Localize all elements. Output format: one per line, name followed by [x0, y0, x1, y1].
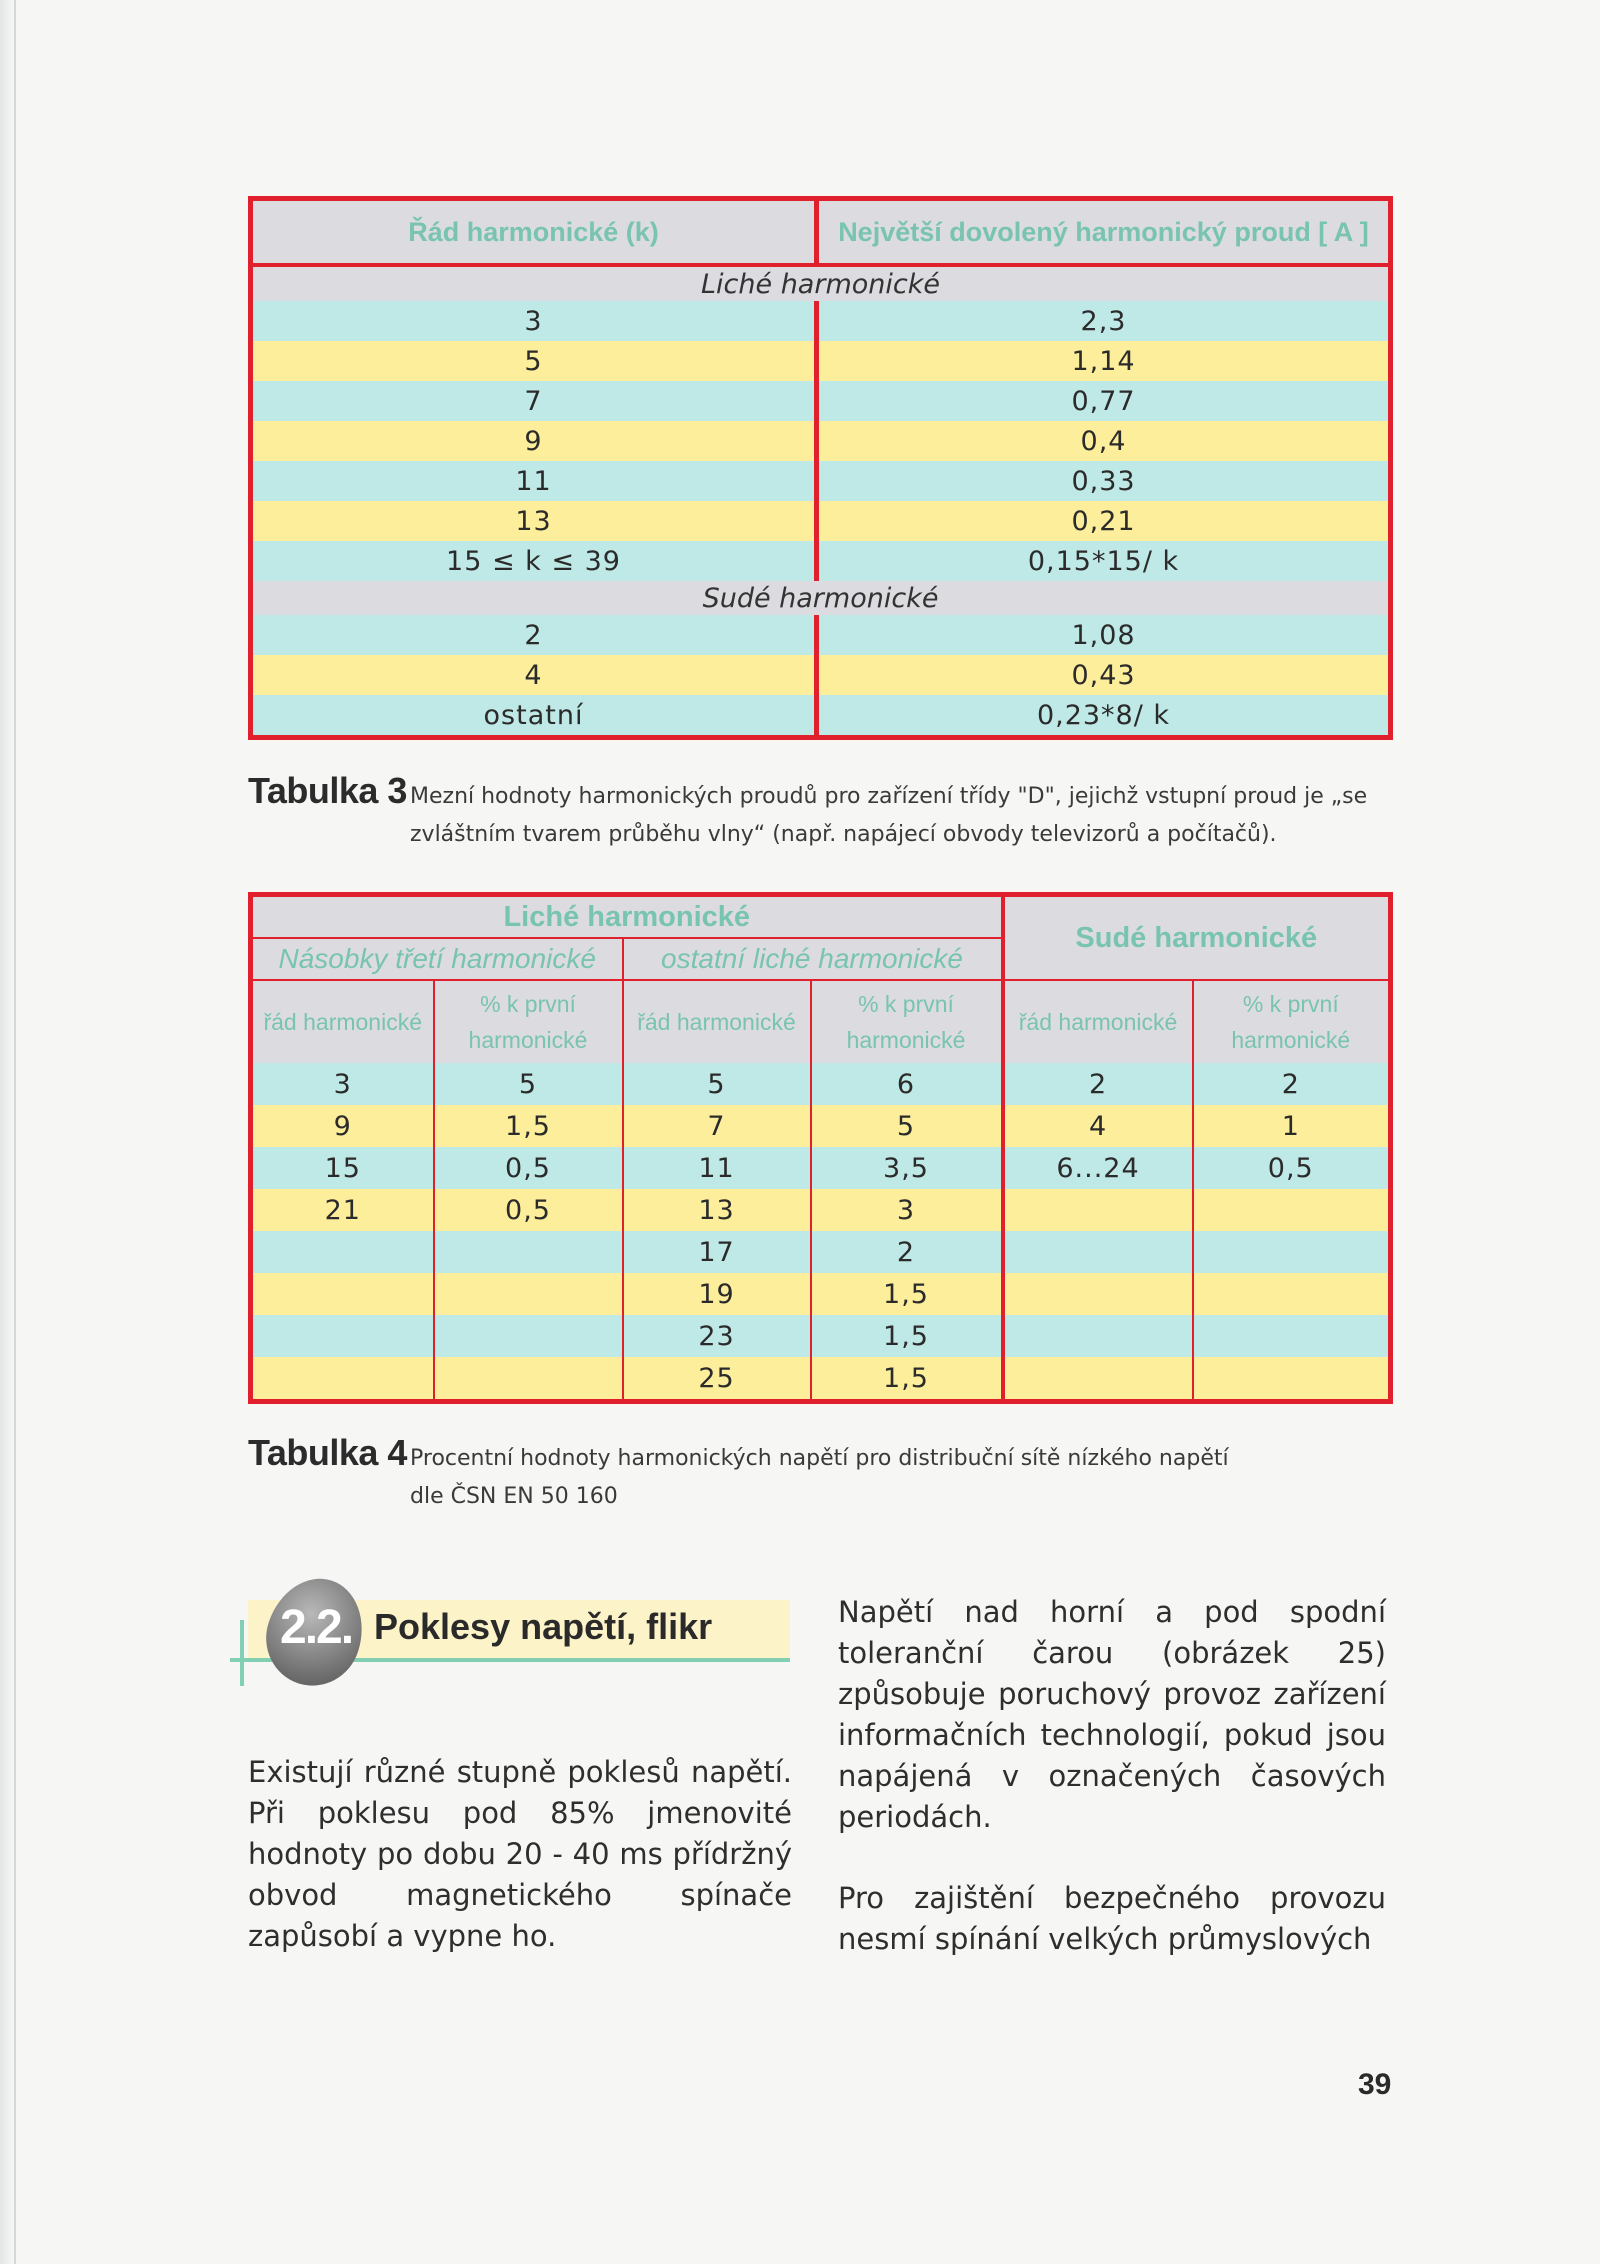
harmonic-current-limits-table [248, 196, 1393, 740]
triplen-order-cell: 15 [251, 1147, 434, 1189]
table-row [251, 1357, 1391, 1402]
even-order-cell [1003, 1315, 1193, 1357]
harmonic-current-cell: 0,43 [817, 655, 1391, 695]
odd-order-cell: 11 [623, 1147, 811, 1189]
table-row [251, 1189, 1391, 1231]
binding-gutter [14, 0, 16, 2264]
percent-column-header: % k první harmonické [811, 980, 1003, 1063]
section-title: Poklesy napětí, flikr [374, 1606, 713, 1647]
even-order-cell [1003, 1357, 1193, 1402]
harmonic-current-cell: 0,77 [817, 381, 1391, 421]
triplen-percent-cell: 1,5 [434, 1105, 623, 1147]
odd-percent-cell: 1,5 [811, 1357, 1003, 1402]
table-row [251, 341, 1391, 381]
triplen-order-cell [251, 1231, 434, 1273]
triplen-order-cell: 9 [251, 1105, 434, 1147]
harmonic-current-cell: 0,21 [817, 501, 1391, 541]
percent-column-header: % k první harmonické [1193, 980, 1391, 1063]
table4-body [251, 1063, 1391, 1402]
table-row [251, 421, 1391, 461]
table4-caption-line-1: Procentní hodnoty harmonických napětí pro distribuční sítě nízkého napětí [410, 1446, 1229, 1471]
odd-harmonics-label: Liché harmonické [251, 265, 1391, 301]
even-rows [251, 615, 1391, 738]
left-column-paragraph: Existují různé stupně poklesů napětí. Při poklesu pod 85% jmenovité hodnoty po dobu 20 - 40 ms přídržný obvod magnetického spínače zapůsobí a vypne ho. [248, 1755, 792, 1953]
triplen-order-cell [251, 1315, 434, 1357]
table-row [251, 615, 1391, 655]
harmonic-order-cell: 2 [251, 615, 817, 655]
triplen-order-cell [251, 1357, 434, 1402]
odd-order-cell: 13 [623, 1189, 811, 1231]
odd-order-cell: 5 [623, 1063, 811, 1105]
table4-column-header-row [251, 980, 1391, 1063]
even-percent-cell: 2 [1193, 1063, 1391, 1105]
odd-percent-cell: 5 [811, 1105, 1003, 1147]
table-row [251, 461, 1391, 501]
triplen-order-cell: 21 [251, 1189, 434, 1231]
harmonic-current-cell: 0,4 [817, 421, 1391, 461]
harmonic-order-cell: ostatní [251, 695, 817, 738]
table-row [251, 541, 1391, 581]
harmonic-order-cell: 4 [251, 655, 817, 695]
triplen-percent-cell: 0,5 [434, 1189, 623, 1231]
current-column-header: Největší dovolený harmonický proud [ A ] [817, 199, 1391, 266]
page-number: 39 [1358, 2068, 1392, 2101]
odd-order-cell: 17 [623, 1231, 811, 1273]
table-row [251, 381, 1391, 421]
even-order-cell [1003, 1189, 1193, 1231]
page-edge [0, 0, 14, 2264]
harmonic-order-cell: 15 ≤ k ≤ 39 [251, 541, 817, 581]
table-row [251, 1231, 1391, 1273]
harmonic-current-cell: 0,15*15/ k [817, 541, 1391, 581]
odd-percent-cell: 6 [811, 1063, 1003, 1105]
even-percent-cell [1193, 1315, 1391, 1357]
odd-rows [251, 301, 1391, 581]
even-order-cell: 6...24 [1003, 1147, 1193, 1189]
harmonic-order-cell: 9 [251, 421, 817, 461]
harmonic-order-cell: 11 [251, 461, 817, 501]
order-column-header: řád harmonické [623, 980, 811, 1063]
even-percent-cell [1193, 1273, 1391, 1315]
harmonic-current-cell: 0,33 [817, 461, 1391, 501]
order-column-header: Řád harmonické (k) [251, 199, 817, 266]
harmonic-order-cell: 7 [251, 381, 817, 421]
section-heading-tick [240, 1620, 244, 1686]
right-column-paragraph-1: Napětí nad horní a pod spodní toleranční čarou (obrázek 25) způsobuje poruchový provoz zařízení informačních technologií, pokud jsou napájená v označených časových periodách. [838, 1595, 1386, 1834]
harmonic-current-cell: 2,3 [817, 301, 1391, 341]
odd-order-cell: 25 [623, 1357, 811, 1402]
percent-column-header: % k první harmonické [434, 980, 623, 1063]
triplen-percent-cell: 5 [434, 1063, 623, 1105]
harmonic-order-cell: 3 [251, 301, 817, 341]
table-header-row [251, 199, 1391, 266]
odd-harmonics-row [251, 265, 1391, 301]
triplen-percent-cell [434, 1273, 623, 1315]
triplen-percent-cell [434, 1357, 623, 1402]
table-row [251, 655, 1391, 695]
even-percent-cell: 0,5 [1193, 1147, 1391, 1189]
harmonic-order-cell: 5 [251, 341, 817, 381]
harmonic-voltage-table [248, 892, 1393, 1404]
table-row [251, 1315, 1391, 1357]
other-odd-group-header: ostatní liché harmonické [623, 938, 1003, 980]
table-row [251, 1147, 1391, 1189]
harmonic-current-cell: 1,14 [817, 341, 1391, 381]
triplen-group-header: Násobky třetí harmonické [251, 938, 623, 980]
odd-percent-cell: 3 [811, 1189, 1003, 1231]
even-percent-cell [1193, 1357, 1391, 1402]
even-percent-cell [1193, 1189, 1391, 1231]
section-number: 2.2. [280, 1601, 353, 1654]
triplen-percent-cell [434, 1231, 623, 1273]
even-order-cell [1003, 1231, 1193, 1273]
triplen-percent-cell: 0,5 [434, 1147, 623, 1189]
table-row [251, 1063, 1391, 1105]
even-percent-cell: 1 [1193, 1105, 1391, 1147]
table-row [251, 301, 1391, 341]
odd-order-cell: 7 [623, 1105, 811, 1147]
even-harmonics-row [251, 581, 1391, 615]
table-row [251, 1273, 1391, 1315]
triplen-order-cell: 3 [251, 1063, 434, 1105]
even-percent-cell [1193, 1231, 1391, 1273]
odd-percent-cell: 3,5 [811, 1147, 1003, 1189]
harmonic-order-cell: 13 [251, 501, 817, 541]
table4-top-header-row [251, 895, 1391, 939]
triplen-percent-cell [434, 1315, 623, 1357]
table4-caption-line-2: dle ČSN EN 50 160 [410, 1484, 618, 1509]
even-harmonics-label: Sudé harmonické [251, 581, 1391, 615]
table-row [251, 501, 1391, 541]
odd-order-cell: 19 [623, 1273, 811, 1315]
even-harmonics-header: Sudé harmonické [1003, 895, 1391, 981]
table-row [251, 1105, 1391, 1147]
even-order-cell: 2 [1003, 1063, 1193, 1105]
order-column-header: řád harmonické [1003, 980, 1193, 1063]
odd-order-cell: 23 [623, 1315, 811, 1357]
triplen-order-cell [251, 1273, 434, 1315]
right-column-paragraph-2: Pro zajištění bezpečného provozu nesmí spínání velkých průmyslových [838, 1881, 1386, 1956]
order-column-header: řád harmonické [251, 980, 434, 1063]
harmonic-current-cell: 0,23*8/ k [817, 695, 1391, 738]
odd-percent-cell: 1,5 [811, 1273, 1003, 1315]
even-order-cell: 4 [1003, 1105, 1193, 1147]
table-row [251, 695, 1391, 738]
harmonic-current-cell: 1,08 [817, 615, 1391, 655]
table3-caption-text: Mezní hodnoty harmonických proudů pro zařízení třídy "D", jejichž vstupní proud je „se zvláštním tvarem průběhu vlny“ (např. napájecí obvody televizorů a počítačů). [410, 784, 1368, 847]
odd-percent-cell: 2 [811, 1231, 1003, 1273]
table4-caption-text [410, 1440, 1370, 1516]
odd-harmonics-header: Liché harmonické [251, 895, 1003, 939]
table4-caption-label: Tabulka 4 [248, 1432, 407, 1473]
table3-caption-label: Tabulka 3 [248, 770, 407, 811]
even-order-cell [1003, 1273, 1193, 1315]
odd-percent-cell: 1,5 [811, 1315, 1003, 1357]
